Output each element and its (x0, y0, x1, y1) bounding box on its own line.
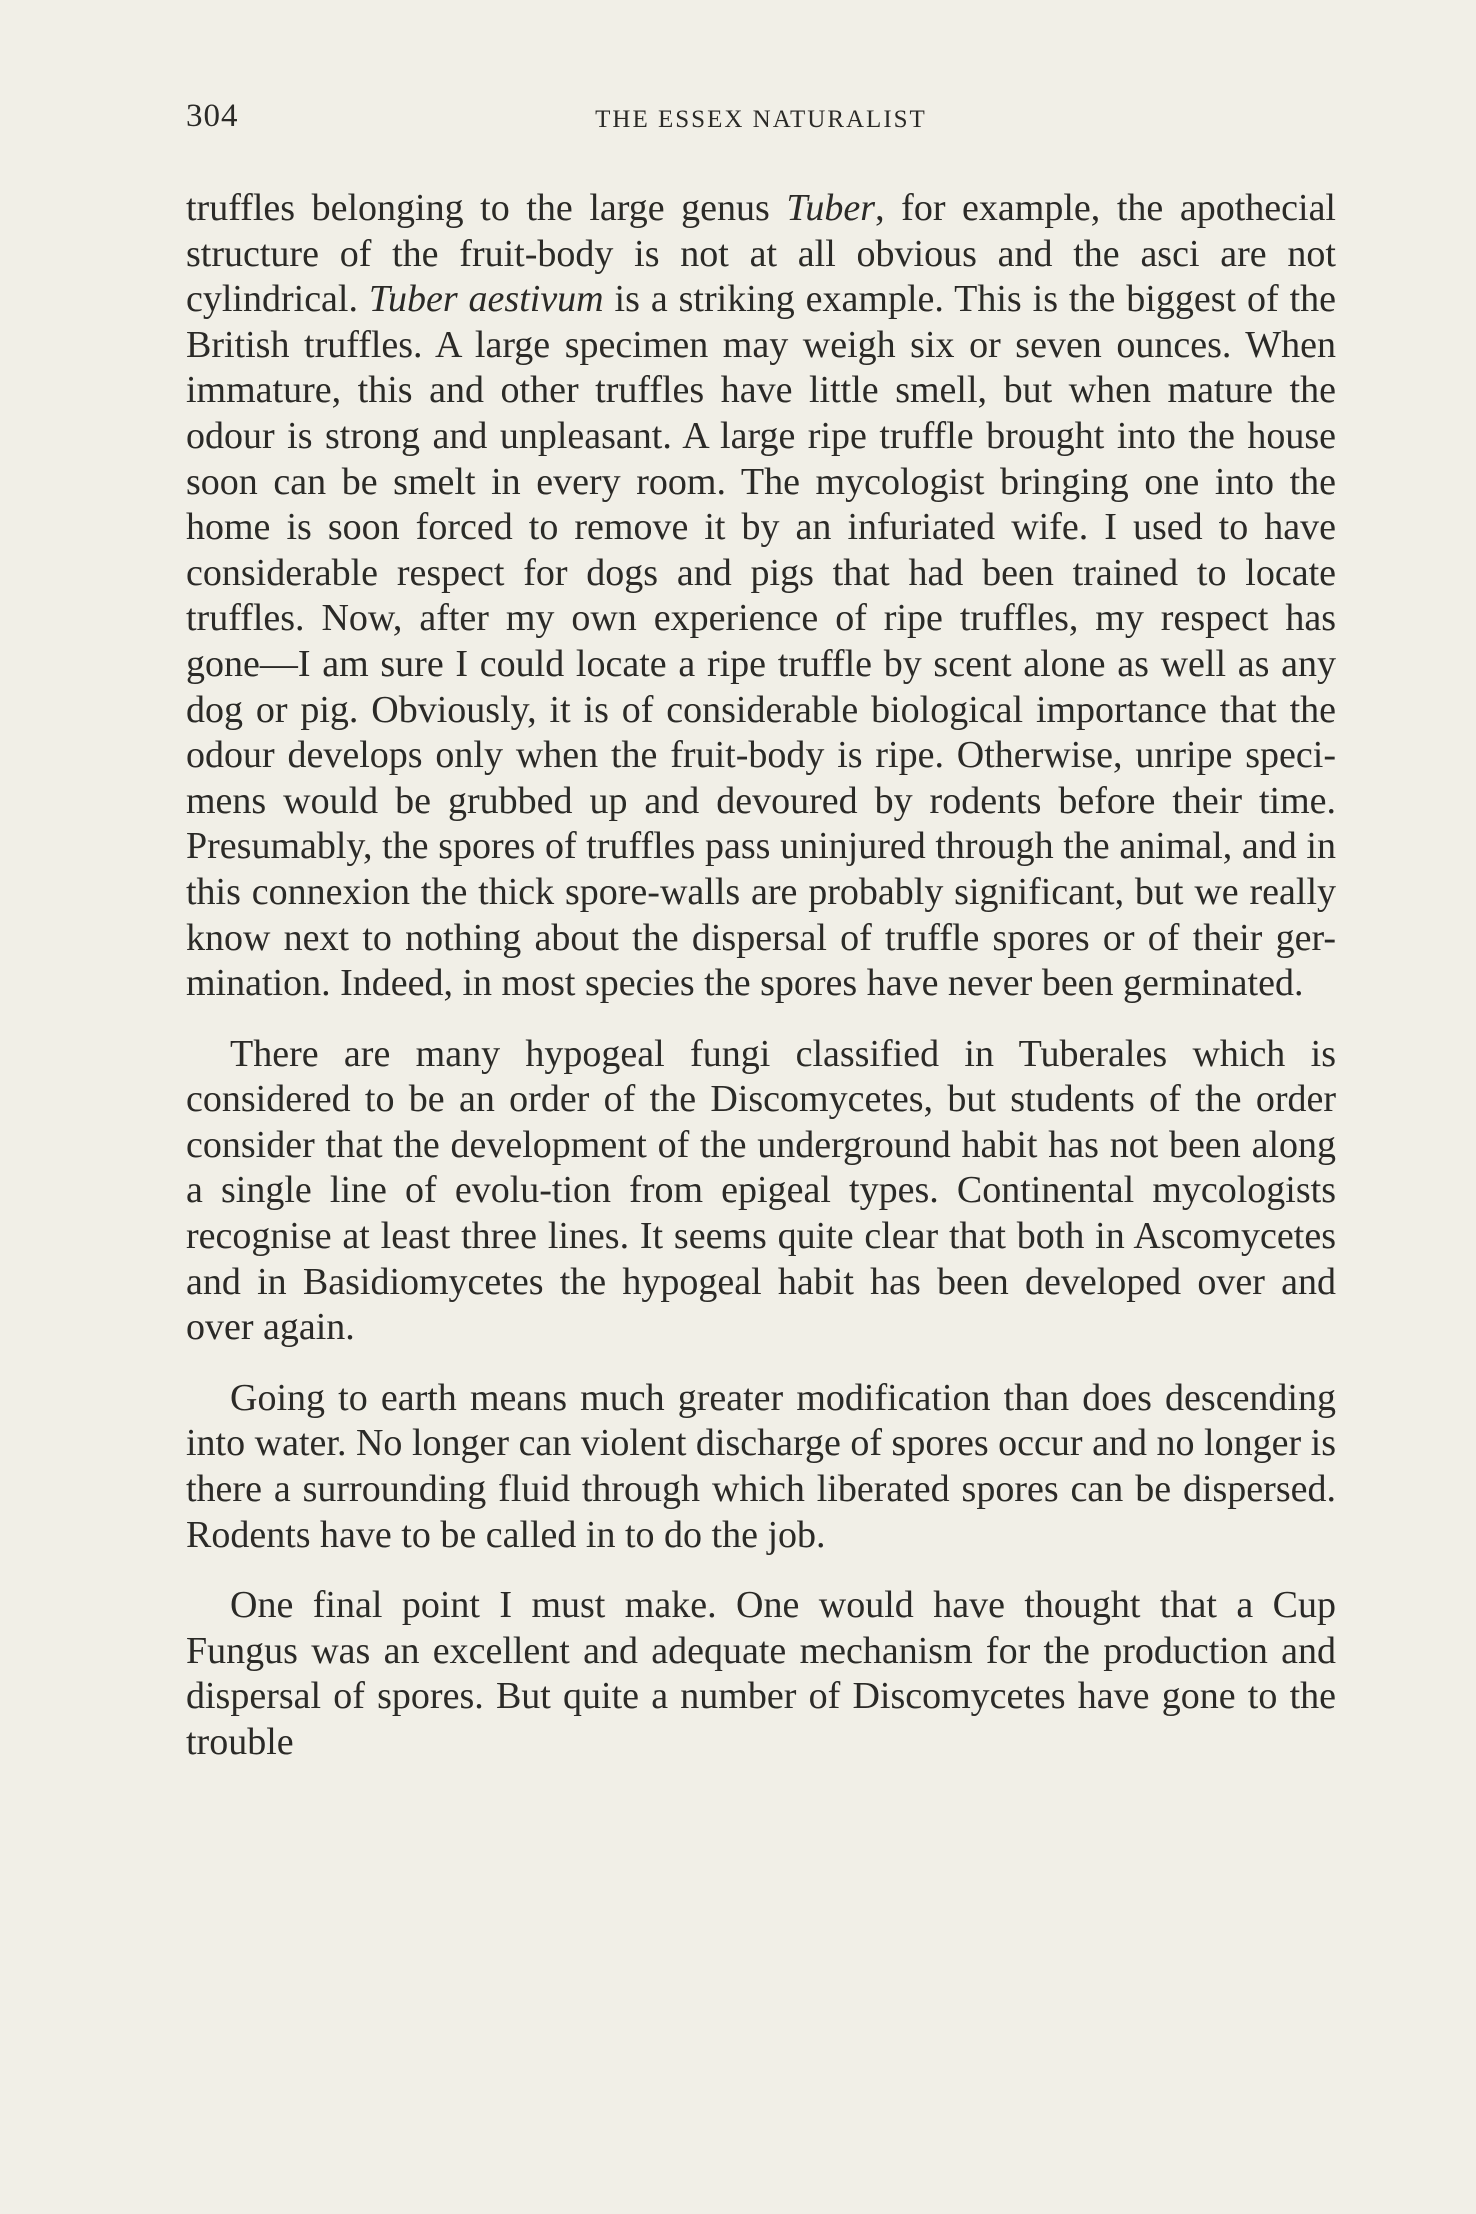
paragraph: One final point I must make. One would have thought that a Cup Fungus was an excellent and adequate mechanism for the production and dispersal of spores. But quite a number of Discomycetes have gone to the trouble (186, 1584, 1336, 1763)
page-header (186, 98, 1336, 148)
paragraph-continued (186, 186, 1336, 1007)
text-run: , for example, the apothecial structure of the fruit-body is not at all obvious and the asci are not cylindrical. (186, 187, 1336, 321)
text-run: truffles belonging to the large genus (186, 187, 787, 229)
running-title: THE ESSEX NATURALIST (595, 106, 927, 133)
genus-name-italic: Tuber (786, 187, 876, 229)
page-number: 304 (186, 98, 239, 134)
species-name-italic: Tuber aestivum (368, 278, 604, 321)
paragraph: There are many hypogeal fungi classified in Tuberales which is considered to be an order of the Discomycetes, but students of the order consider that the development of the underground habit has not been along a single line of evolu-tion from epigeal types. Continental mycologists recognise at least three lines. It seems quite clear that both in Ascomycetes and in Basidiomycetes the hypogeal habit has been developed over and over again. (186, 1032, 1336, 1349)
paragraph: Going to earth means much greater modification than does descending into water. No longer can violent discharge of spores occur and no longer is there a surrounding fluid through which liberated spores can be dispersed. Rodents have to be called in to do the job. (186, 1376, 1336, 1556)
body-text (186, 186, 1336, 1766)
text-run: is a striking example. This is the biggest of the British truffles. A large specimen may weigh six or seven ounces. When immature, this and other truffles have little smell, but when mature the odour is strong and unpleasant. A large ripe truffle brought into the house soon can be smelt in every room. The mycologist bringing one into the home is soon forced to remove it by an infuriated wife. I used to have considerable respect for dogs and pigs that had been trained to locate truffles. Now, after my own experience of ripe truffles, my respect has gone—I am sure I could locate a ripe truffle by scent alone as well as any dog or pig. Obviously, it is of considerable biological importance that the odour develops only when the fruit-body is ripe. Otherwise, unripe speci-mens would be grubbed up and devoured by rodents before their time. Presumably, the spores of truffles pass uninjured through the animal, and in this connexion the thick spore-walls are probably significant, but we really know next to nothing about the dispersal of truffle spores or of their ger-mination. Indeed, in most species the spores have never been germinated. (186, 278, 1336, 1005)
